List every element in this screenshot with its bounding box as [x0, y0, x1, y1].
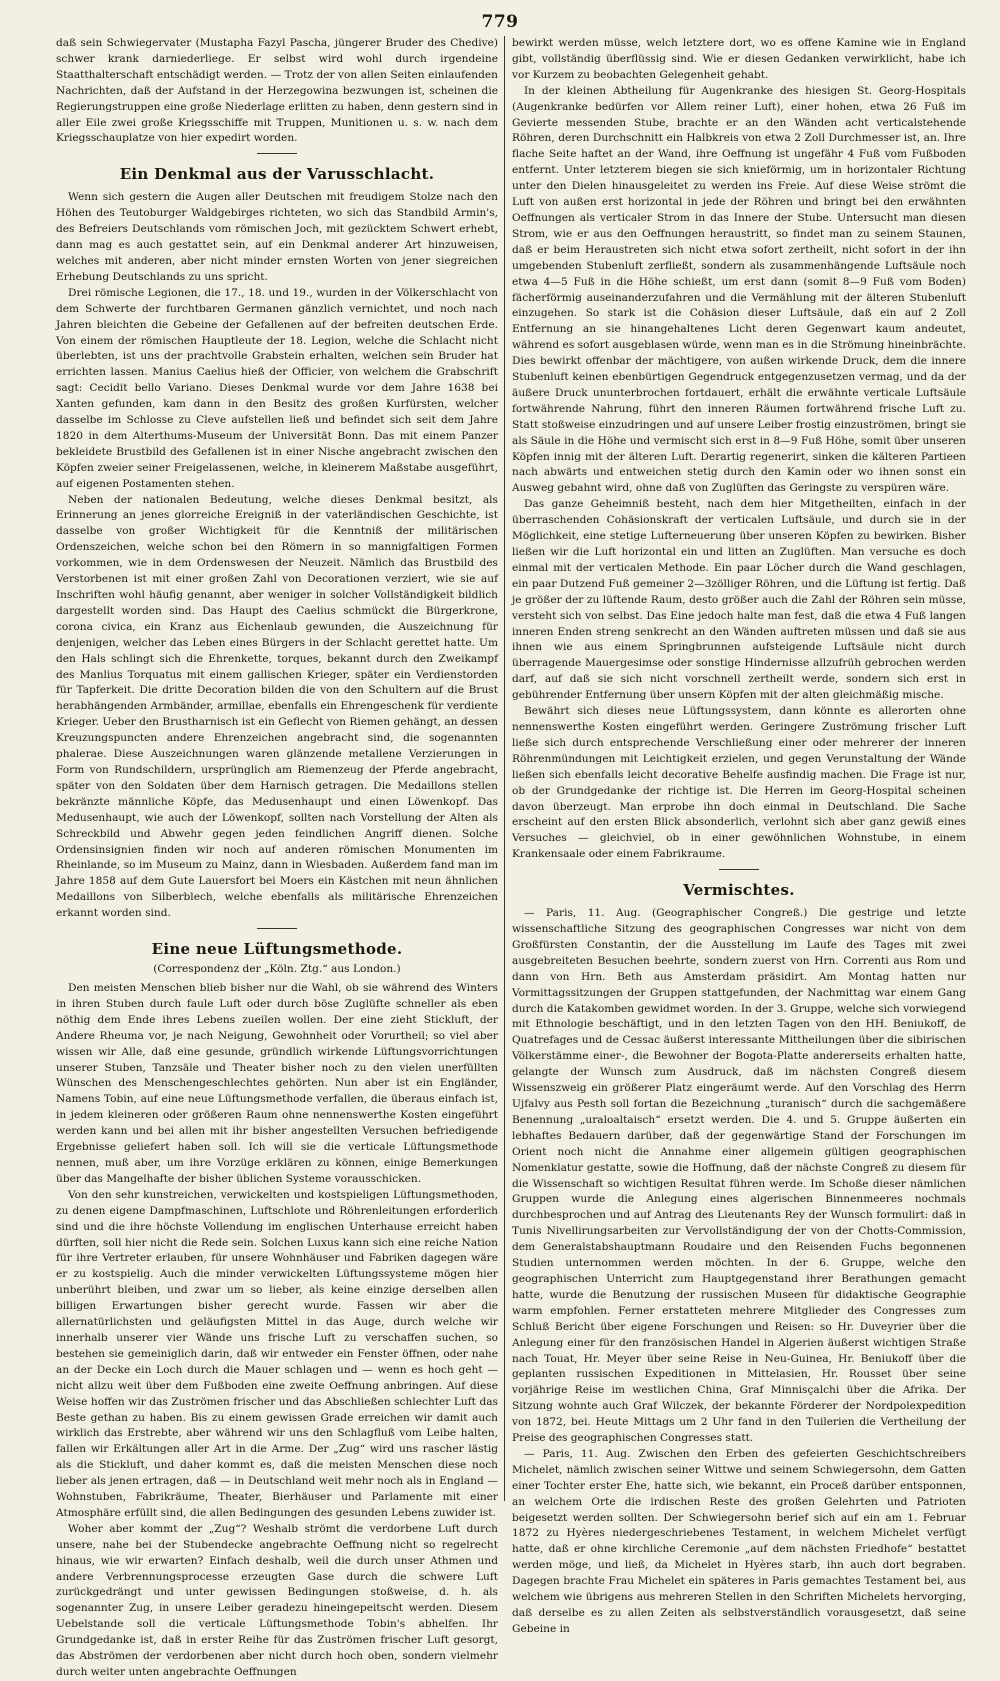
- article-paragraph: Woher aber kommt der „Zug“? Weshalb strömt die verdorbene Luft durch unsere, nahe bei der Stubendecke angebrachte Oeffnung nicht so regelrecht hinaus, wie wir erwarten? Einfach deshalb, weil die durch unser Athmen und andere Verbrennungsprocesse erzeugten Gase durch die schwere Luft zurückgedrängt und unter gewissen Bedingungen stoßweise, d. h. als sogenannter Zug, in unsere Leiber geradezu hineingepeitscht werden. Diesem Uebelstande soll die verticale Lüftungsmethode Tobin's abhelfen. Ihr Grundgedanke ist, daß in erster Reihe für das Zuströmen frischer Luft gesorgt, das Abströmen der verdorbenen aber nicht durch hoch oben, sondern vielmehr durch weiter unten angebrachte Oeffnungen: [56, 1522, 498, 1678]
- article-paragraph: Neben der nationalen Bedeutung, welche dieses Denkmal besitzt, als Erinnerung an jenes glorreiche Ereigniß in der vaterländischen Geschichte, ist dasselbe von großer Wichtigkeit für die Kenntniß der militärischen Ordenszeichen, welche schon bei den Römern in so mannigfaltigen Formen vorkommen, wie in dem Ordenswesen der Neuzeit. Nämlich das Brustbild des Verstorbenen ist mit einer großen Zahl von Decorationen verziert, wie sie auf Inschriften wohl häufig genannt, aber weniger in solcher Vollständigkeit bildlich dargestellt worden sind. Das Haupt des Caelius schmückt die Bürgerkrone, corona civica, ein Kranz aus Eichenlaub gewunden, die Auszeichnung für denjenigen, welcher das Leben eines Bürgers in der Schlacht gerettet hatte. Um den Hals schlingt sich die Ehrenkette, torques, bekannt durch den Zweikampf des Manlius Torquatus mit einem gallischen Krieger, später ein Verdienstorden für Tapferkeit. Die dritte Decoration bilden die von den Schultern auf die Brust herabhängenden Armbänder, armillae, ebenfalls ein Ehrengeschenk für verdiente Krieger. Ueber den Brustharnisch ist ein Geflecht von Riemen gehängt, an dessen Kreuzungspuncten andere Ehrenzeichen angebracht sind, die sogenannten phalerae. Diese Auszeichnungen waren glänzende metallene Verzierungen in Form von Rundschildern, ursprünglich am Riemenzeug der Pferde angebracht, später von den Soldaten über dem Harnisch getragen. Die Medaillons stellen bekränzte männliche Köpfe, das Medusenhaupt und einen Löwenkopf. Das Medusenhaupt, wie auch der Löwenkopf, sollten nach Vorstellung der Alten als Schreckbild und Abwehr gegen jeden feindlichen Angriff dienen. Solche Ordensinsignien finden wir noch auf anderen römischen Monumenten im Rheinlande, so im Museum zu Mainz, dann in Wiesbaden. Außerdem fand man im Jahre 1858 auf dem Gute Lauersfort bei Moers ein Kästchen mit neun ähnlichen Medaillons von Silberblech, welche ebenfalls als militärische Ehrenzeichen erkannt worden sind.: [56, 493, 498, 920]
- article-subheading: (Correspondenz der „Köln. Ztg.“ aus London.): [153, 963, 401, 976]
- article-heading-lueftung: Eine neue Lüftungsmethode.: [151, 940, 403, 959]
- left-column: [56, 36, 498, 1678]
- article-paragraph: — Paris, 11. Aug. Zwischen den Erben des gefeierten Geschichtschreibers Michelet, nämlich zwischen seiner Wittwe und seinem Schwiegersohn, dem Gatten einer Tochter erster Ehe, hatte sich, wie bekannt, ein Proceß darüber entsponnen, an welchem Orte die irdischen Reste des großen Gelehrten und Patrioten beigesetzt werden sollten. Der Schwiegersohn berief sich auf ein am 1. Februar 1872 zu Hyères niedergeschriebenes Testament, in welchem Michelet verfügt hatte, daß er ohne kirchliche Ceremonie „auf dem nächsten Friedhofe“ bestattet werden möge, und ließ, da Michelet in Hyères starb, ihn auch dort begraben. Dagegen brachte Frau Michelet ein späteres in Paris gemachtes Testament bei, aus welchem wie übrigens aus mehreren Stellen in den Schriften Michelets hervorging, daß derselbe es zu allen Zeiten als selbstverständlich vorausgesetzt, daß seine Gebeine in: [512, 1447, 966, 1635]
- article-paragraph: Das ganze Geheimniß besteht, nach dem hier Mitgetheilten, einfach in der überraschenden Cohäsionskraft der verticalen Luftsäule, und durch sie in der Möglichkeit, eine stetige Lufterneuerung über unseren Köpfen zu bewirken. Bisher ließen wir die Luft horizontal ein und litten an Zuglüften. Man versuche es doch einmal mit der verticalen Methode. Ein paar Löcher durch die Wand geschlagen, ein paar Dutzend Fuß gemeiner 2—3zölliger Röhren, und die Lüftung ist fertig. Daß je größer der zu lüftende Raum, desto größer auch die Zahl der Röhren sein müsse, versteht sich von selbst. Das Eine jedoch halte man fest, daß die etwa 4 Fuß langen inneren Enden streng senkrecht an den Wänden auftreten müssen und daß sie aus ihnen wie aus einem Springbrunnen aufsteigende Luftsäule nicht durch überragende Mauergesimse oder sonstige Hindernisse allzufrüh gebrochen werden darf, auf daß sie sich nicht vorschnell zertheilt werde, sondern sich erst in gebührender Entfernung über unsern Köpfen mit der alten gleichmäßig mische.: [512, 498, 966, 702]
- article-paragraph: Bewährt sich dieses neue Lüftungssystem, dann könnte es allerorten ohne nennenswerthe Kosten eingeführt werden. Geringere Zuströmung frischer Luft ließe sich durch entsprechende Verschließung einer oder mehrerer der inneren Röhrenmündungen mit Leichtigkeit erzielen, und gegen Verunstaltung der Wände ließen sich ebenfalls leicht decorative Behelfe ausfindig machen. Die Frage ist nur, ob der Grundgedanke der richtige ist. Die Herren im Georg-Hospital scheinen davon überzeugt. Man erprobe ihn doch einmal in Deutschland. Die Sache erscheint auf den ersten Blick absonderlich, verlohnt sich aber ganz gewiß eines Versuches — gleichviel, ob in einer gewöhnlichen Wohnstube, in einem Krankensaale oder einem Fabrikraume.: [512, 705, 966, 861]
- article-paragraph: In der kleinen Abtheilung für Augenkranke des hiesigen St. Georg-Hospitals (Augenkranke bedürfen vor Allem reiner Luft), einer hohen, etwa 26 Fuß im Gevierte messenden Stube, brachte er an den Wänden acht verticalstehende Röhren, deren Durchschnitt ein Halbkreis von etwa 2 Zoll Durchmesser ist, an. Ihre flache Seite haftet an der Wand, ihre Oeffnung ist ungefähr 4 Fuß vom Fußboden entfernt. Unter letzterem biegen sie sich knieförmig, um in horizontaler Richtung unter den Dielen hinausgeleitet zu werden ins Freie. Auf diese Weise strömt die Luft von außen erst horizontal in jede der Röhren und bringt bei den erwähnten Oeffnungen als verticaler Strom in das Innere der Stube. Untersucht man diesen Strom, wie er aus den Oeffnungen heraustritt, so findet man zu seinem Staunen, daß er beim Heraustreten sich nicht etwa sofort zertheilt, nicht sofort in der ihn umgebenden Stubenluft zerfließt, sondern als zusammenhängende Luftsäule noch etwa 4—5 Fuß in die Höhe schießt, um erst dann (somit 8—9 Fuß vom Boden) fächerförmig auseinanderzufahren und die Vermählung mit der älteren Stubenluft einzugehen. So stark ist die Cohäsion dieser Luftsäule, daß ein auf 2 Zoll Entfernung an sie hinangehaltenes Licht deren Gegenwart kaum andeutet, während es sofort ausgeblasen würde, wenn man es in die Strömung hineinbrächte. Dies bewirkt offenbar der mächtigere, von außen wirkende Druck, dem die innere Stubenluft keinen ebenbürtigen Gegendruck entgegenzusetzen vermag, und da der äußere Druck ununterbrochen fortdauert, erhält die erwähnte verticale Luftsäule fortwährende Nahrung, führt den inneren Räumen fortwährend frische Luft zu. Statt stoßweise einzudringen und auf unsere Leiber frostig einzuströmen, bringt sie als Säule in die Höhe und vermischt sich erst in 8—9 Fuß Höhe, somit über unseren Köpfen innig mit der älteren Luft. Derartig regenerirt, sinken die kälteren Partieen nach abwärts und entweichen stetig durch den Kamin oder wo ihnen sonst ein Ausweg gebahnt wird, ohne daß von Zuglüften das Geringste zu verspüren wäre.: [512, 84, 966, 495]
- article-paragraph: — Paris, 11. Aug. (Geographischer Congreß.) Die gestrige und letzte wissenschaftliche Sitzung des geographischen Congresses war nicht von dem Großfürsten Constantin, der die Ausstellung im Laufe des Tages mit zwei ausgebreiteten Besuchen beehrte, sondern zuerst von Hrn. Correnti aus Rom und dann von Hrn. Beth aus Amsterdam präsidirt. Am Montag hatten nur Vormittagssitzungen der Gruppen stattgefunden, der Nachmittag war einem Gang durch die Katakomben gewidmet worden. In der 3. Gruppe, welche sich vorwiegend mit Ethnologie beschäftigt, und in den letzten Tagen von den HH. Beniukoff, de Quatrefages und de Cessac äußerst interessante Mittheilungen über die sibirischen Völkerstämme einer-, die Bewohner der Bogota-Platte andererseits erhalten hatte, gelangte der Wunsch zum Ausdruck, daß im nächsten Congreß diesem Wissenszweig ein größerer Platz eingeräumt werde. Auf den Vorschlag des Herrn Ujfalvy aus Pesth soll fortan die Bezeichnung „turanisch“ durch die sachgemäßere Benennung „uraloaltaisch“ ersetzt werden. Die 4. und 5. Gruppe äußerten ein lebhaftes Bedauern darüber, daß der gegenwärtige Stand der Forschungen im Orient noch nicht die Annahme einer allgemein gültigen geographischen Nomenklatur gestatte, sowie die Hoffnung, daß der nächste Congreß zu diesem für die Wissenschaft so wichtigen Resultat führen werde. Im Schoße dieser nämlichen Gruppen wurde die Anlegung eines algerischen Binnenmeeres nochmals durchbesprochen und auf Antrag des Lieutenants Rey der Wunsch formulirt: daß in Tunis Nivellirungsarbeiten zur Vervollständigung der von der Chotts-Commission, dem Generalstabshauptmann Roudaire und den Reisenden Fuchs begonnenen Studien unternommen werden möchten. In der 6. Gruppe, welche den geographischen Unterricht zum Hauptgegenstand ihrer Berathungen gemacht hatte, wurde die Benutzung der russischen Museen für didaktische Geographie warm empfohlen. Ferner erstatteten mehrere Mitglieder des Congresses zum Schluß Bericht über eigene Forschungen und Reisen: so Hr. Duveyrier über die Anlegung einer für den französischen Handel in Algerien äußerst wichtigen Straße nach Touat, Hr. Meyer über seine Reise in Neu-Guinea, Hr. Beniukoff über die geplanten russischen Expeditionen in Mittelasien, Hr. Rousset über seine vorjährige Reise im westlichen China, Graf Minnisçalchi über die Afrika. Der Sitzung wohnte auch Graf Wilczek, der bekannte Förderer der Nordpolexpedition von 1872, bei. Heute Mittags um 2 Uhr fand in den Tuilerien die Vertheilung der Preise des geographischen Congresses statt.: [512, 907, 966, 1445]
- article-heading-vermischtes: Vermischtes.: [683, 881, 795, 900]
- article-paragraph: Drei römische Legionen, die 17., 18. und 19., wurden in der Völkerschlacht von dem Schwerte der furchtbaren Germanen gänzlich vernichtet, und noch nach Jahren bleichten die Gebeine der Gefallenen auf der befreiten deutschen Erde. Von einem der römischen Hauptleute der 18. Legion, welche die Schlacht nicht überlebten, ist uns der prachtvolle Grabstein erhalten, welchen sein Bruder hat errichten lassen. Manius Caelius hieß der Officier, von welchem die Grabschrift sagt: Cecidit bello Variano. Dieses Denkmal wurde vor dem Jahre 1638 bei Xanten gefunden, kam dann in den Besitz des großen Kurfürsten, welcher dasselbe im Schlosse zu Cleve aufstellen ließ und befindet sich seit dem Jahre 1820 in dem Alterthums-Museum der Universität Bonn. Das mit einem Panzer bekleidete Brustbild des Gefallenen ist in einer Nische angebracht zwischen den Köpfen zweier seiner Freigelassenen, welche, in kleinerem Maßstabe ausgeführt, auf eigenen Postamenten stehen.: [56, 286, 498, 490]
- section-divider: [257, 928, 297, 929]
- section-divider: [257, 153, 297, 154]
- article-paragraph: bewirkt werden müsse, welch letztere dort, wo es offene Kamine wie in England gibt, vollständig überflüssig sind. Wie er diesen Gedanken verwirklicht, habe ich vor Kurzem zu beobachten Gelegenheit gehabt.: [512, 37, 966, 81]
- intro-paragraph: daß sein Schwiegervater (Mustapha Fazyl Pascha, jüngerer Bruder des Chedive) schwer krank darniederliege. Er selbst wird wohl durch irgendeine Staatthalterschaft entschädigt werden. — Trotz der von allen Seiten einlaufenden Nachrichten, daß der Aufstand in der Herzegowina bezwungen ist, scheinen die Regierungstruppen eine große Niederlage erlitten zu haben, denn gestern sind in aller Eile zwei große Kriegsschiffe mit Truppen, Munitionen u. s. w. nach dem Kriegsschauplatze von hier expedirt worden.: [56, 37, 498, 145]
- article-paragraph: Den meisten Menschen blieb bisher nur die Wahl, ob sie während des Winters in ihren Stuben durch faule Luft oder durch böse Zuglüfte schneller als eben nöthig dem Ende ihres Lebens zueilen wollen. Der eine zieht Stickluft, der Andere Rheuma vor, je nach Neigung, Gewohnheit oder Vorurtheil; so viel aber wissen wir Alle, daß eine gesunde, gründlich wirkende Lüftungsvorrichtungen unserer Stuben, Tanzsäle und Theater bisher noch zu den vielen unerfüllten Wünschen des Menschengeschlechtes gehörten. Nun aber ist ein Engländer, Namens Tobin, auf eine neue Lüftungsmethode verfallen, die überaus einfach ist, in jedem kleineren oder größeren Raum ohne nennenswerthe Kosten eingeführt werden kann und bei allen mit ihr bisher angestellten Versuchen befriedigende Ergebnisse geliefert haben soll. Ich will sie die verticale Lüftungsmethode nennen, muß aber, um ihre Vorzüge erklären zu können, einige Bemerkungen über das Mangelhafte der bisher üblichen Systeme vorausschicken.: [56, 982, 498, 1185]
- article-paragraph: Wenn sich gestern die Augen aller Deutschen mit freudigem Stolze nach den Höhen des Teutoburger Waldgebirges richteten, wo sich das Standbild Armin's, des Befreiers Deutschlands vom römischen Joch, mit gezücktem Schwert erhebt, dann mag es auch gestattet sein, auf ein Denkmal anderer Art hinzuweisen, welches mit anderen, aber nicht minder ernsten Worten von jener siegreichen Erhebung Deutschlands zu uns spricht.: [56, 191, 498, 283]
- article-heading-denkmal: Ein Denkmal aus der Varusschlacht.: [119, 165, 435, 184]
- right-column: [512, 36, 966, 1635]
- section-divider: [719, 869, 759, 870]
- column-rule: [504, 36, 505, 1501]
- article-paragraph: Von den sehr kunstreichen, verwickelten und kostspieligen Lüftungsmethoden, zu denen eigene Dampfmaschinen, Luftschlote und Röhrenleitungen erforderlich sind und die ihre höchste Vollendung im englischen Unterhause erreicht haben dürften, soll hier nicht die Rede sein. Solchen Luxus kann sich eine reiche Nation für ihre Vertreter erlauben, für unsere Wohnhäuser und Fabriken dagegen wäre er zu kostspielig. Auch die minder verwickelten Lüftungssysteme mögen hier unberührt bleiben, und zwar um so lieber, als keine einzige derselben allen billigen Erwartungen bisher gerecht wurde. Fassen wir aber die allernatürlichsten und geläufigsten Mittel in das Auge, durch welche wir innerhalb unserer vier Wände uns frische Luft zu verschaffen suchen, so bestehen sie gemeiniglich darin, daß wir entweder ein Fenster öffnen, oder nahe an der Decke ein Loch durch die Mauer schlagen und — wenn es hoch geht — nicht allzu weit über dem Fußboden eine zweite Oeffnung anbringen. Auf diese Weise hoffen wir das Zuströmen frischer und das Abschließen schlechter Luft das Beste gethan zu haben. Bis zu einem gewissen Grade erreichen wir damit auch wirklich das Erstrebte, aber während wir uns den Schlagfluß vom Leibe halten, fallen wir Erkältungen aller Art in die Arme. Der „Zug“ wird uns rascher lästig als die Stickluft, und daher kommt es, daß die meisten Menschen diese noch lieber als jenen ertragen, daß — in Deutschland weit mehr noch als in England — Wohnstuben, Fabrikräume, Theater, Bierhäuser und Parlamente mit einer Atmosphäre erfüllt sind, die allen Bedingungen des gesunden Lebens zuwider ist.: [56, 1188, 498, 1519]
- page-number: 779: [481, 12, 519, 32]
